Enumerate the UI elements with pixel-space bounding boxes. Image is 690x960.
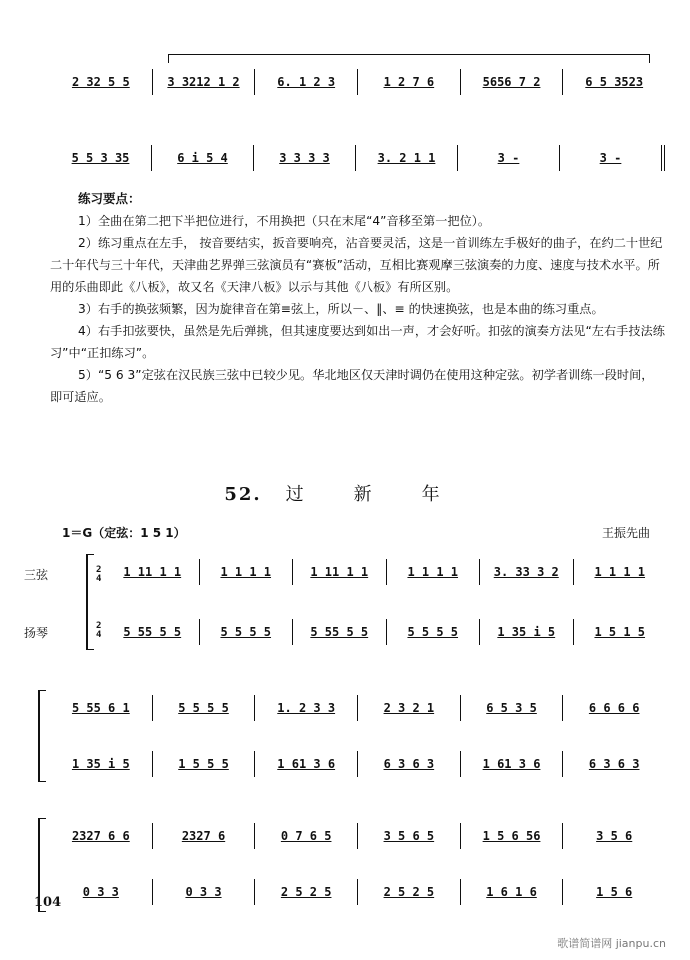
- yangqin-staff-3: [50, 872, 665, 912]
- system-brace: [38, 690, 46, 782]
- note-item: 1）全曲在第二把下半把位进行，不用换把（只在末尾“4”音移至第一把位）。: [78, 214, 491, 228]
- sanxian-staff-3: [50, 816, 665, 856]
- measure: 1 61 3 6: [460, 751, 563, 777]
- measure: 1 11 1 1: [123, 565, 182, 579]
- measure: 2327 6 6: [71, 829, 130, 843]
- measure: 6 6 6 6: [562, 695, 665, 721]
- measure: 6 i 5 4: [151, 145, 253, 171]
- measure: 2 5 2 5: [357, 879, 460, 905]
- measure: 1 5 6: [562, 879, 665, 905]
- yangqin-staff-2: [50, 744, 665, 784]
- measure: 2327 6: [152, 823, 255, 849]
- measure: 1 11 1 1: [292, 559, 386, 585]
- measure: 3. 33 3 2: [479, 559, 573, 585]
- measure: 1 2 7 6: [357, 69, 460, 95]
- time-signature: 2 4: [96, 621, 102, 640]
- measure: 0 3 3: [82, 885, 119, 899]
- key-signature: 1＝G（定弦：1 5 1）: [62, 526, 186, 540]
- score-line-1: [50, 62, 665, 102]
- measure: 5 55 5 5: [123, 625, 182, 639]
- score-line-2: [50, 138, 665, 178]
- measure: 1. 2 3 3: [254, 695, 357, 721]
- composer: 王振先曲: [601, 526, 650, 540]
- measure: 1 1 1 1: [386, 559, 480, 585]
- measure: 0 7 6 5: [254, 823, 357, 849]
- measure: 3 5 6: [562, 823, 665, 849]
- measure: 6. 1 2 3: [254, 69, 357, 95]
- measure: 3 3212 1 2: [152, 69, 255, 95]
- measure: 5 5 5 5: [199, 619, 293, 645]
- measure: 1 6 1 6: [460, 879, 563, 905]
- measure: 6 3 6 3: [562, 751, 665, 777]
- measure: 5 5 3 35: [71, 151, 130, 165]
- note-item: 4）右手扣弦要快，虽然是先后弹挑，但其速度要达到如出一声，才会好听。扣弦的演奏方法见“左右手技法练习”中“正扣练习”。: [50, 324, 665, 360]
- measure: 1 1 1 1: [573, 559, 667, 585]
- measure: 2 5 2 5: [254, 879, 357, 905]
- measure: 5656 7 2: [460, 69, 563, 95]
- note-item: 5）“5 6 3”定弦在汉民族三弦中已较少见。华北地区仅天津时调仍在使用这种定弦。初学者训练一段时间，即可适应。: [50, 368, 654, 404]
- song-number: 52.: [224, 484, 262, 505]
- measure: 1 5 5 5: [152, 751, 255, 777]
- measure: 1 5 6 56: [460, 823, 563, 849]
- measure: 1 35 i 5: [71, 757, 130, 771]
- notes-title: 练习要点：: [78, 191, 141, 206]
- measure: 6 3 6 3: [357, 751, 460, 777]
- practice-notes: [50, 188, 665, 408]
- measure: 1 1 1 1: [199, 559, 293, 585]
- measure: 6 5 3 5: [460, 695, 563, 721]
- measure: 2 32 5 5: [71, 75, 130, 89]
- watermark: 歌谱简谱网 jianpu.cn: [557, 937, 666, 950]
- part-label-sanxian: 三弦: [24, 568, 49, 582]
- measure: 1 61 3 6: [254, 751, 357, 777]
- measure: 3. 2 1 1: [355, 145, 457, 171]
- note-item: 3）右手的换弦频繁，因为旋律音在第≡弦上，所以－、‖、≡ 的快速换弦，也是本曲的练习重点。: [78, 302, 604, 316]
- measure: 2 3 2 1: [357, 695, 460, 721]
- measure: 1 5 1 5: [573, 619, 667, 645]
- song-title: [0, 480, 690, 506]
- measure: 3 3 3 3: [253, 145, 355, 171]
- measure: 3 -: [559, 145, 665, 171]
- measure: 5 55 6 1: [71, 701, 130, 715]
- time-signature: 2 4: [96, 565, 102, 584]
- sanxian-staff-1: [106, 552, 666, 592]
- measure: 5 55 5 5: [292, 619, 386, 645]
- title-char: 过: [285, 484, 306, 505]
- note-item: 2）练习重点在左手， 按音要结实，扳音要响亮，沾音要灵活，这是一首训练左手极好的曲子，在约二十世纪二十年代与三十年代，天津曲艺界弹三弦演员有“赛板”活动，互相比赛观摩三弦演奏的力度、速度与技术水平。所用的乐曲即此《八板》，故又名《天津八板》以示与其他《八板》有所区别。: [50, 236, 663, 294]
- measure: 0 3 3: [152, 879, 255, 905]
- measure: 3 -: [457, 145, 559, 171]
- title-char: 新: [353, 484, 374, 505]
- measure: 5 5 5 5: [152, 695, 255, 721]
- system-brace: [86, 554, 94, 650]
- measure: 1 35 i 5: [479, 619, 573, 645]
- measure: 5 5 5 5: [386, 619, 480, 645]
- page-number: 104: [34, 895, 62, 910]
- measure: 6 5 3523: [562, 69, 665, 95]
- yangqin-staff-1: [106, 612, 666, 652]
- part-label-yangqin: 扬琴: [24, 626, 49, 640]
- title-char: 年: [421, 484, 442, 505]
- phrase-slur: [168, 54, 650, 63]
- sanxian-staff-2: [50, 688, 665, 728]
- measure: 3 5 6 5: [357, 823, 460, 849]
